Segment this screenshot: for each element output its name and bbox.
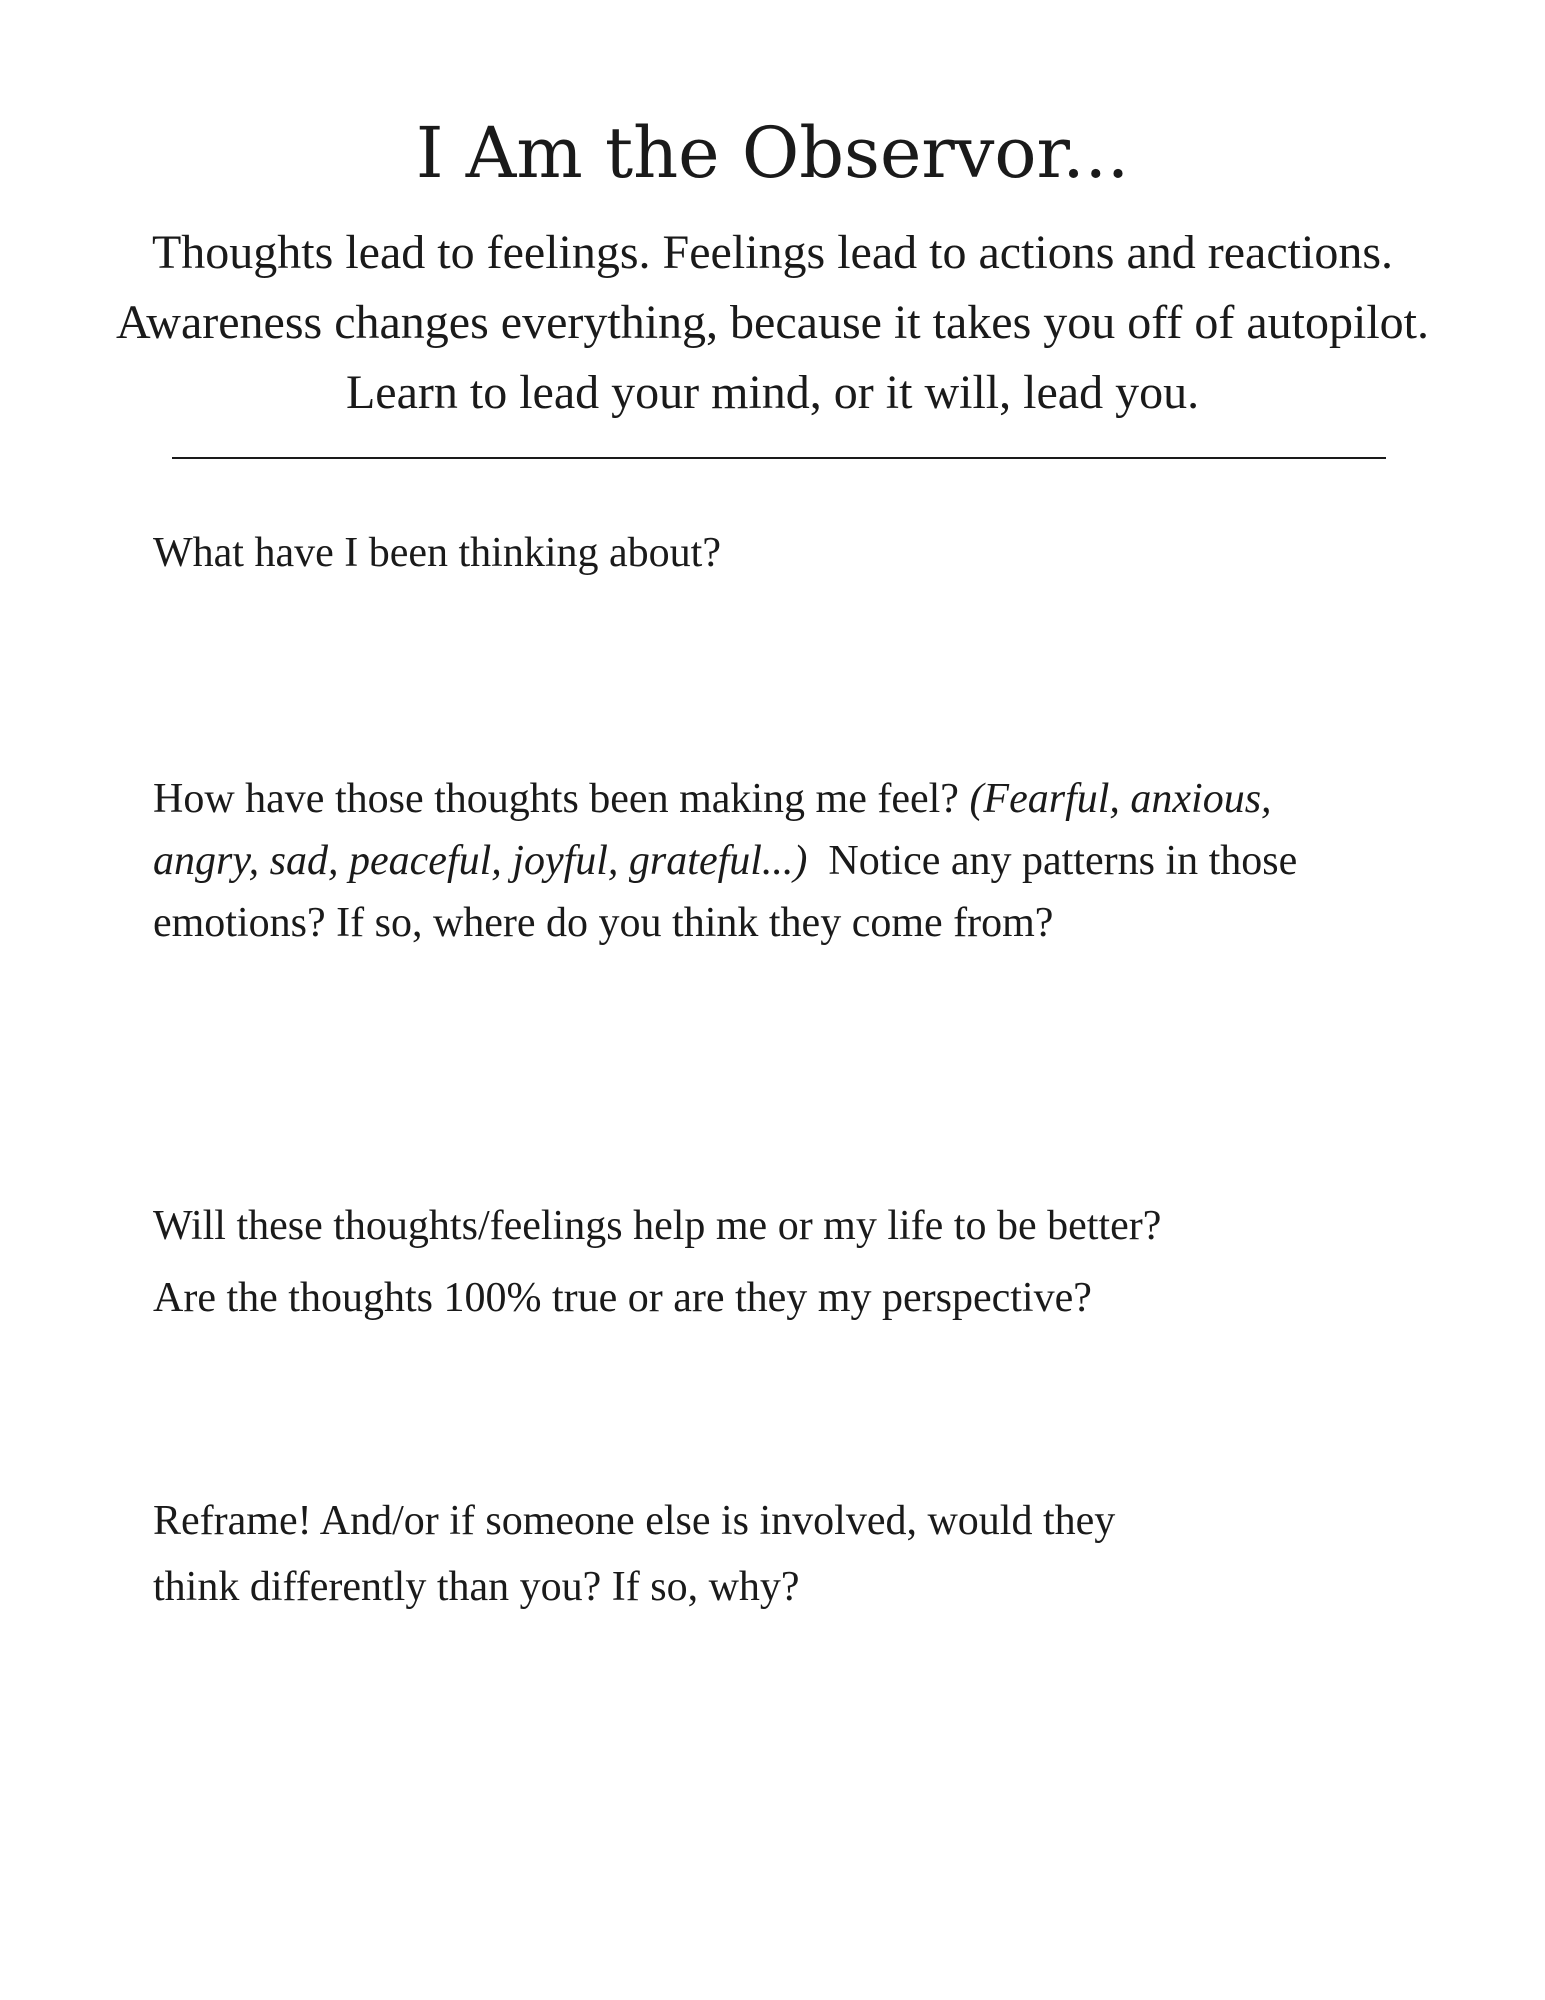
answer-space-feelings[interactable]: [153, 960, 1393, 1170]
intro-text: [0, 218, 1545, 428]
prompt-examples: angry, sad, peaceful, joyful, grateful...): [153, 838, 808, 884]
answer-space-thinking[interactable]: [153, 600, 1393, 750]
title-divider: [172, 457, 1386, 459]
prompt-line: [153, 768, 1297, 830]
prompt-reframe: [153, 1488, 1115, 1620]
prompt-thinking: [153, 522, 721, 584]
prompt-examples: (Fearful, anxious,: [969, 776, 1272, 822]
prompt-line: Are the thoughts 100% true or are they my perspective?: [153, 1275, 1092, 1321]
prompt-text: How have those thoughts been making me feel?: [153, 776, 970, 822]
intro-line: Awareness changes everything, because it takes you off of autopilot.: [116, 296, 1429, 349]
prompt-feelings: [153, 768, 1297, 954]
page-title: I Am the Observor...: [415, 112, 1130, 194]
prompt-helpful: [153, 1190, 1161, 1334]
prompt-line: What have I been thinking about?: [153, 530, 721, 576]
intro-line: Thoughts lead to feelings. Feelings lead to actions and reactions.: [151, 226, 1393, 279]
prompt-line: Reframe! And/or if someone else is involved, would they: [153, 1498, 1116, 1544]
intro-line: Learn to lead your mind, or it will, lead you.: [345, 366, 1200, 419]
answer-space-helpful[interactable]: [153, 1340, 1393, 1480]
prompt-line: think differently than you? If so, why?: [153, 1564, 800, 1610]
prompt-line: emotions? If so, where do you think they come from?: [153, 900, 1054, 946]
answer-space-reframe[interactable]: [153, 1630, 1393, 1960]
prompt-line: Will these thoughts/feelings help me or my life to be better?: [153, 1203, 1162, 1249]
prompt-line: [153, 830, 1297, 892]
prompt-text: Notice any patterns in those: [807, 838, 1298, 884]
